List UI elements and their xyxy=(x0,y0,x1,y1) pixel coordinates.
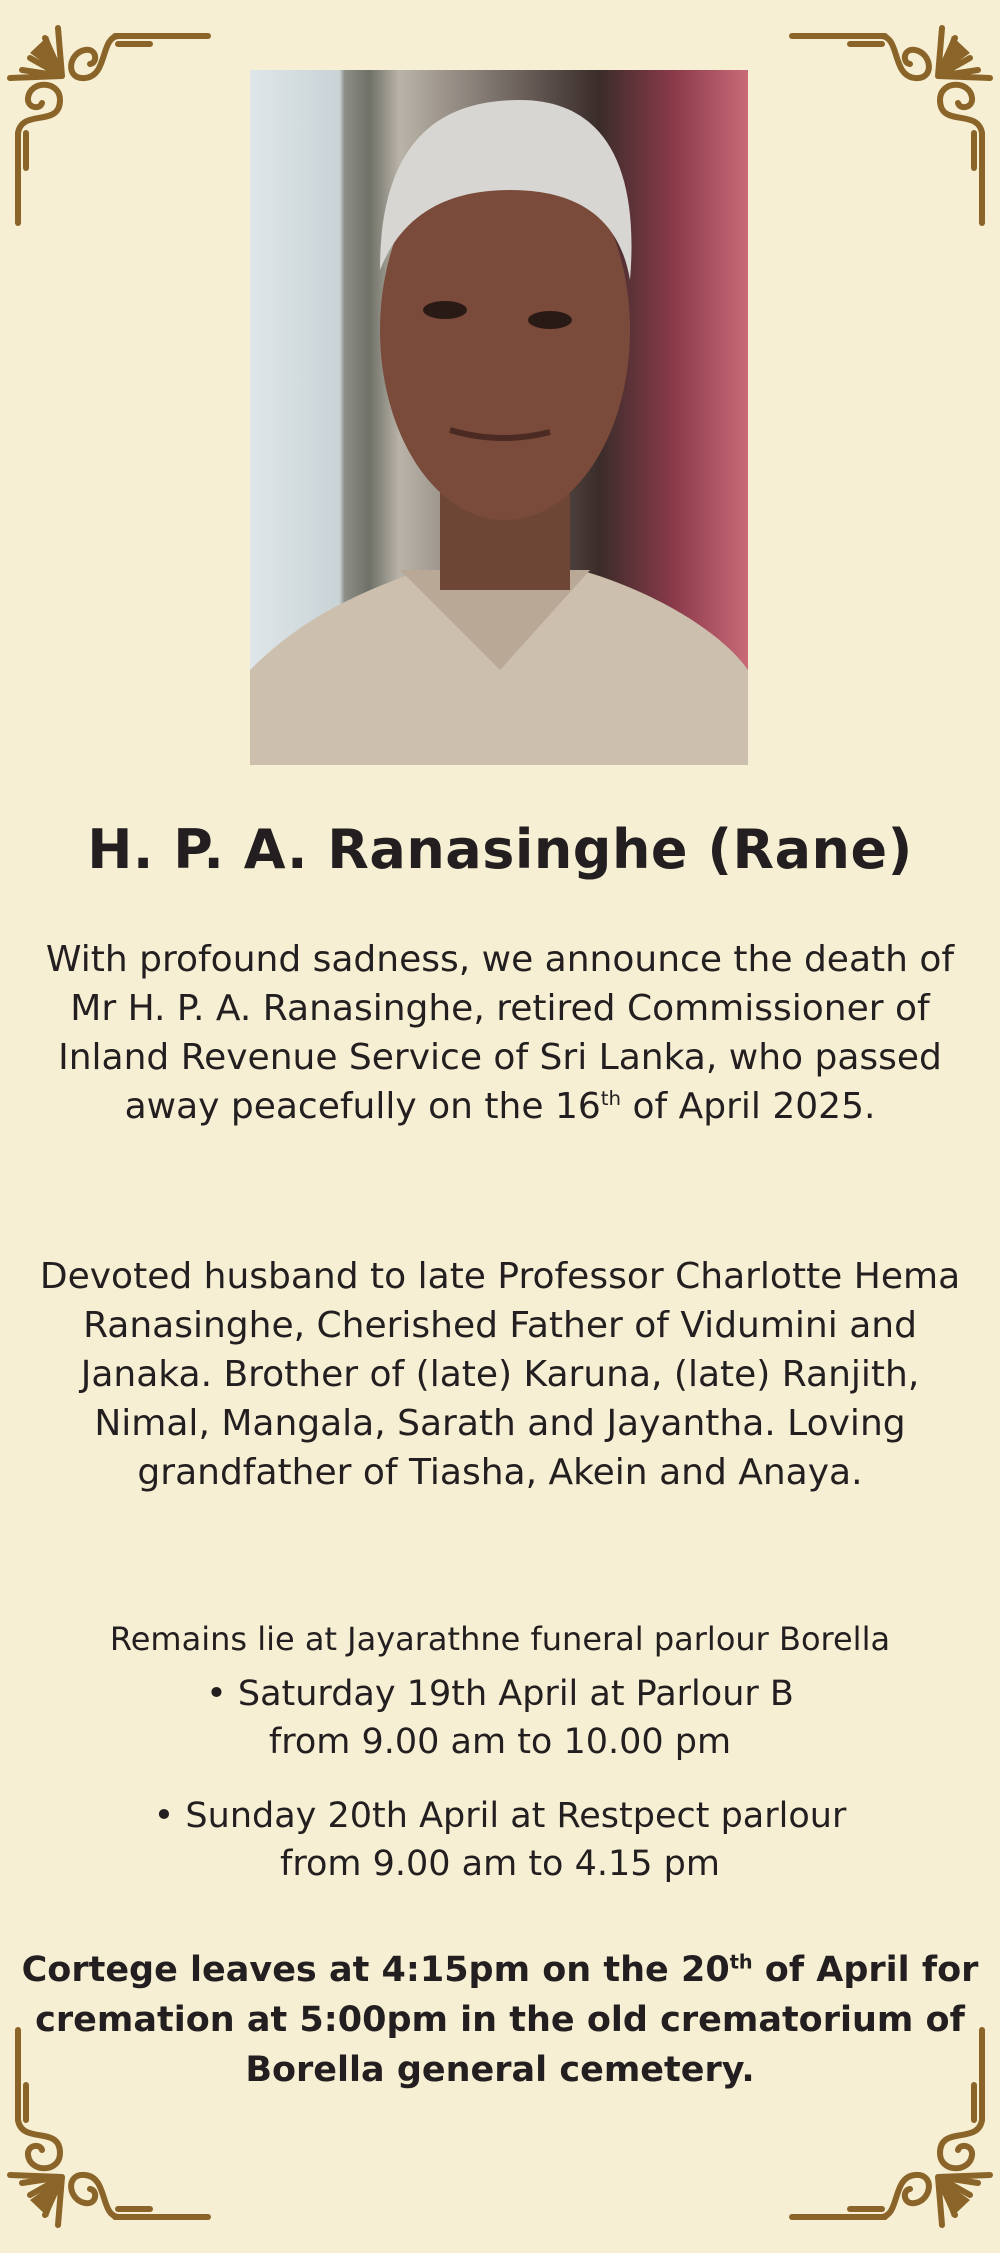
announcement-text: With profound sadness, we announce the death of Mr H. P. A. Ranasinghe, retired Commissioner of Inland Revenue Service of Sri Lanka, who passed away peacefully on the xyxy=(45,939,955,1127)
death-month-year: of April 2025. xyxy=(621,1086,876,1127)
corner-ornament-top-right xyxy=(780,8,1000,228)
cortege-notice xyxy=(20,1945,980,2095)
family-paragraph: Devoted husband to late Professor Charlotte Hema Ranasinghe, Cherished Father of Vidumini and Janaka. Brother of (late) Karuna, (late) Ranjith, Nimal, Mangala, Sarath and Jayantha. Loving grandfather of Tiasha, Akein and Anaya. xyxy=(39,1256,961,1493)
corner-ornament-top-left xyxy=(0,8,220,228)
viewing-time: from 9.00 am to 10.00 pm xyxy=(268,1722,732,1762)
cortege-text: Cortege leaves at 4:15pm on the xyxy=(21,1950,681,1990)
viewing-item xyxy=(0,1670,1000,1766)
viewing-item xyxy=(0,1792,1000,1888)
announcement-paragraph xyxy=(30,935,970,1131)
viewing-date: • Sunday 20th April at Restpect parlour xyxy=(153,1796,847,1836)
cortege-details: of April for cremation at 5:00pm in the old crematorium of Borella general cemetery. xyxy=(35,1950,979,2090)
cortege-day-suffix: th xyxy=(729,1950,753,1974)
portrait-photo xyxy=(250,70,748,765)
deceased-name: H. P. A. Ranasinghe (Rane) xyxy=(87,818,913,881)
viewing-date: • Saturday 19th April at Parlour B xyxy=(206,1674,794,1714)
death-day: 16 xyxy=(554,1086,601,1127)
death-day-suffix: th xyxy=(600,1087,622,1110)
remains-location: Remains lie at Jayarathne funeral parlour Borella xyxy=(109,1620,891,1658)
cortege-day: 20 xyxy=(680,1950,730,1990)
viewing-time: from 9.00 am to 4.15 pm xyxy=(280,1844,720,1884)
